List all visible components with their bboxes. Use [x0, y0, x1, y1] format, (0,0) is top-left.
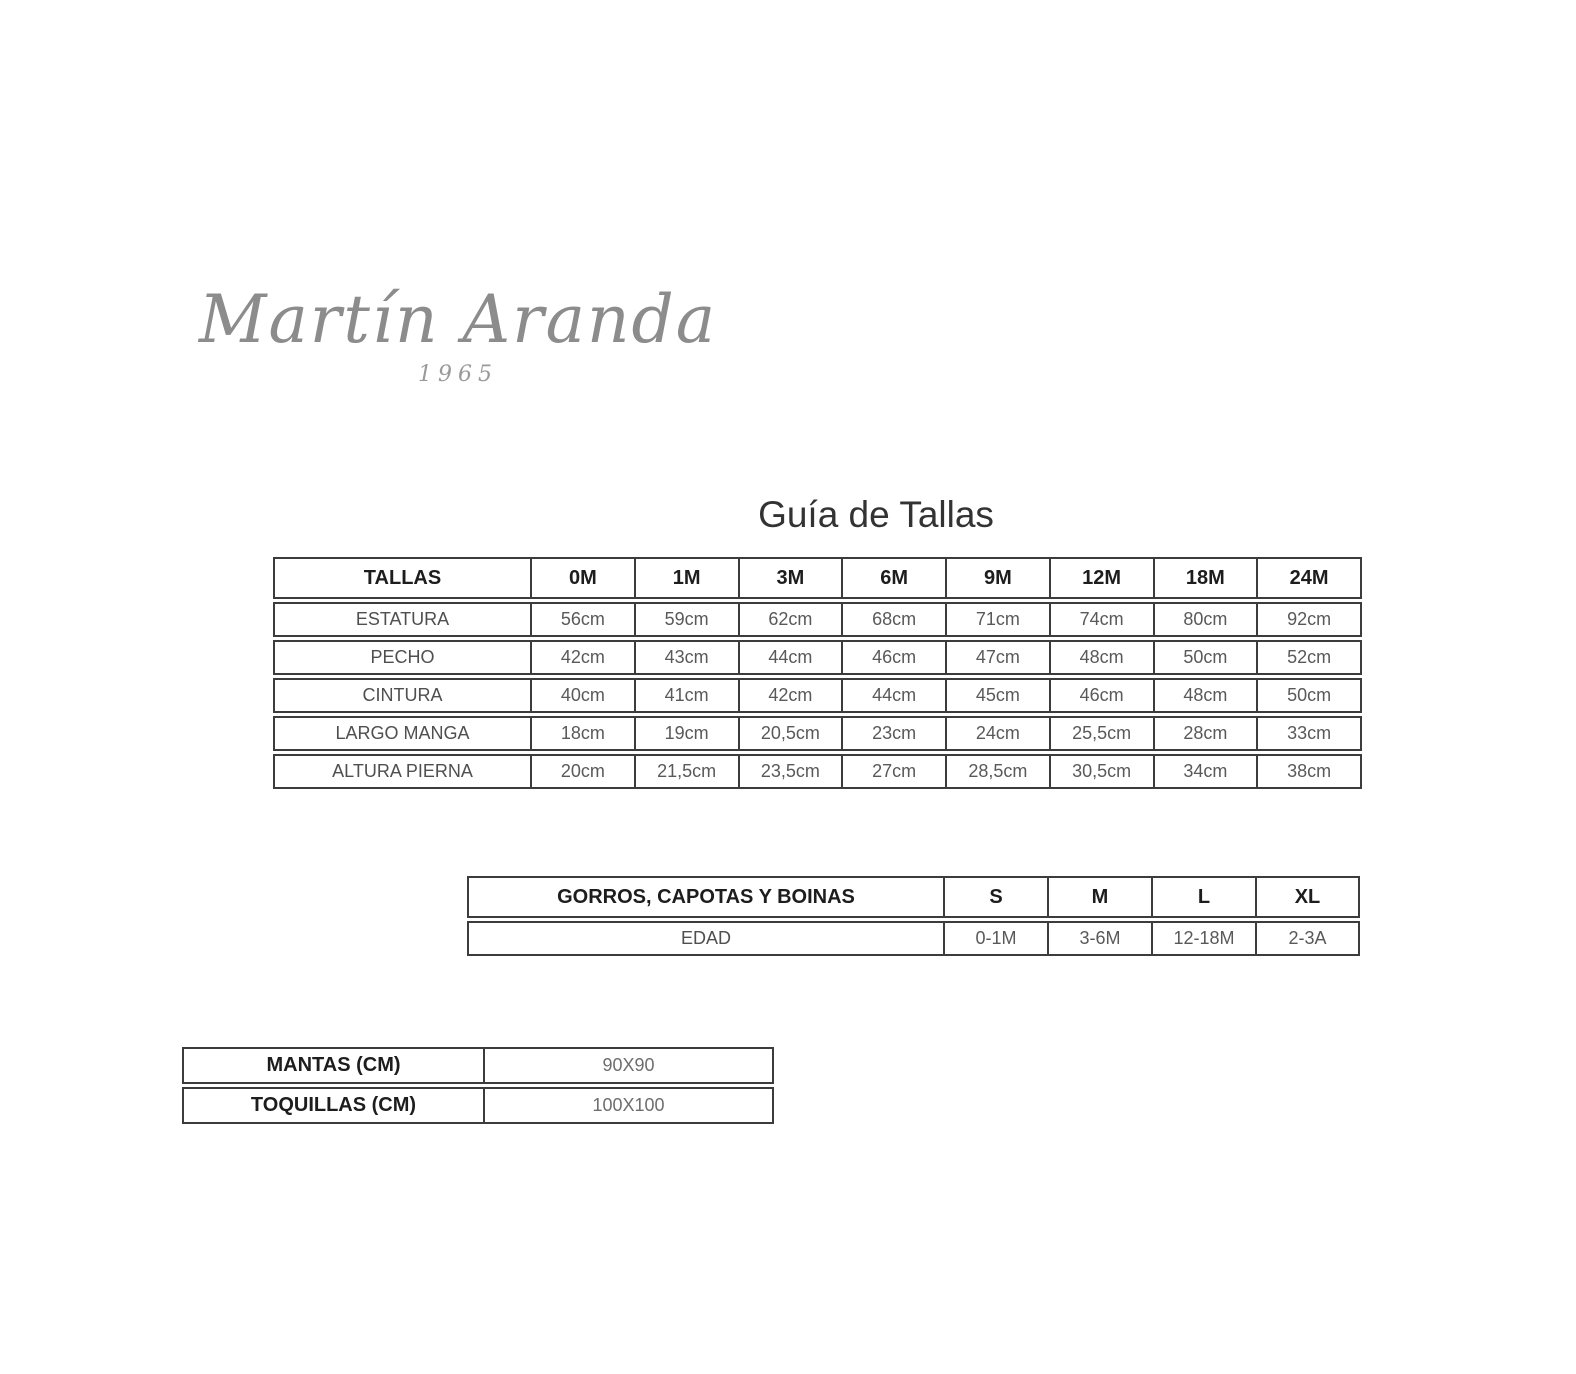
- column-header: XL: [1257, 876, 1360, 918]
- table-cell: 100X100: [485, 1087, 774, 1124]
- table-row: [182, 1047, 774, 1084]
- table-cell: 56cm: [532, 602, 636, 637]
- table-cell: 25,5cm: [1051, 716, 1155, 751]
- table-cell: 3-6M: [1049, 921, 1153, 956]
- row-label: PECHO: [273, 640, 532, 675]
- table-cell: 2-3A: [1257, 921, 1360, 956]
- table-cell: 42cm: [532, 640, 636, 675]
- brand-year: 1965: [418, 361, 498, 387]
- table-row: [273, 678, 1362, 713]
- table-cell: 21,5cm: [636, 754, 740, 789]
- table-row: [273, 716, 1362, 751]
- table-cell: 46cm: [843, 640, 947, 675]
- table-cell: 52cm: [1258, 640, 1362, 675]
- row-label: EDAD: [467, 921, 945, 956]
- table-header-row: [273, 557, 1362, 599]
- table-row: [273, 754, 1362, 789]
- column-header: 18M: [1155, 557, 1259, 599]
- table-cell: 23,5cm: [740, 754, 844, 789]
- row-label: TOQUILLAS (CM): [182, 1087, 485, 1124]
- column-header: S: [945, 876, 1049, 918]
- table-cell: 33cm: [1258, 716, 1362, 751]
- table-cell: 59cm: [636, 602, 740, 637]
- brand-logo: [158, 282, 758, 387]
- table-cell: 41cm: [636, 678, 740, 713]
- table-cell: 68cm: [843, 602, 947, 637]
- row-label: LARGO MANGA: [273, 716, 532, 751]
- table-cell: 18cm: [532, 716, 636, 751]
- blankets-size-table: [182, 1044, 774, 1127]
- table-cell: 30,5cm: [1051, 754, 1155, 789]
- table-cell: 50cm: [1155, 640, 1259, 675]
- table-cell: 48cm: [1155, 678, 1259, 713]
- table-cell: 43cm: [636, 640, 740, 675]
- table-cell: 34cm: [1155, 754, 1259, 789]
- row-label: ALTURA PIERNA: [273, 754, 532, 789]
- brand-name: Martín Aranda: [198, 281, 718, 358]
- table-cell: 28cm: [1155, 716, 1259, 751]
- table-cell: 20cm: [532, 754, 636, 789]
- table-cell: 28,5cm: [947, 754, 1051, 789]
- row-label: CINTURA: [273, 678, 532, 713]
- page-title: Guía de Tallas: [758, 494, 994, 535]
- table-cell: 90X90: [485, 1047, 774, 1084]
- column-header: 3M: [740, 557, 844, 599]
- column-header: L: [1153, 876, 1257, 918]
- table-row: [273, 640, 1362, 675]
- row-label: MANTAS (CM): [182, 1047, 485, 1084]
- table-cell: 50cm: [1258, 678, 1362, 713]
- table-cell: 92cm: [1258, 602, 1362, 637]
- table-cell: 71cm: [947, 602, 1051, 637]
- row-label: ESTATURA: [273, 602, 532, 637]
- column-header: M: [1049, 876, 1153, 918]
- table-header-row: [467, 876, 1360, 918]
- table-cell: 44cm: [740, 640, 844, 675]
- table-cell: 45cm: [947, 678, 1051, 713]
- table-cell: 48cm: [1051, 640, 1155, 675]
- column-header: 24M: [1258, 557, 1362, 599]
- table-cell: 42cm: [740, 678, 844, 713]
- table-cell: 20,5cm: [740, 716, 844, 751]
- hats-size-table: [467, 873, 1360, 959]
- table-cell: 74cm: [1051, 602, 1155, 637]
- column-header: 6M: [843, 557, 947, 599]
- table-row: [182, 1087, 774, 1124]
- table-cell: 80cm: [1155, 602, 1259, 637]
- table-cell: 12-18M: [1153, 921, 1257, 956]
- table-cell: 44cm: [843, 678, 947, 713]
- column-header: 0M: [532, 557, 636, 599]
- table-cell: 19cm: [636, 716, 740, 751]
- table-cell: 23cm: [843, 716, 947, 751]
- table-cell: 46cm: [1051, 678, 1155, 713]
- size-guide-table: [273, 554, 1362, 792]
- column-header: 12M: [1051, 557, 1155, 599]
- table-cell: 27cm: [843, 754, 947, 789]
- table-row: [273, 602, 1362, 637]
- table-cell: 38cm: [1258, 754, 1362, 789]
- table-cell: 24cm: [947, 716, 1051, 751]
- table-cell: 47cm: [947, 640, 1051, 675]
- column-header: GORROS, CAPOTAS Y BOINAS: [467, 876, 945, 918]
- column-header: TALLAS: [273, 557, 532, 599]
- table-cell: 62cm: [740, 602, 844, 637]
- table-cell: 0-1M: [945, 921, 1049, 956]
- table-row: [467, 921, 1360, 956]
- column-header: 1M: [636, 557, 740, 599]
- column-header: 9M: [947, 557, 1051, 599]
- table-cell: 40cm: [532, 678, 636, 713]
